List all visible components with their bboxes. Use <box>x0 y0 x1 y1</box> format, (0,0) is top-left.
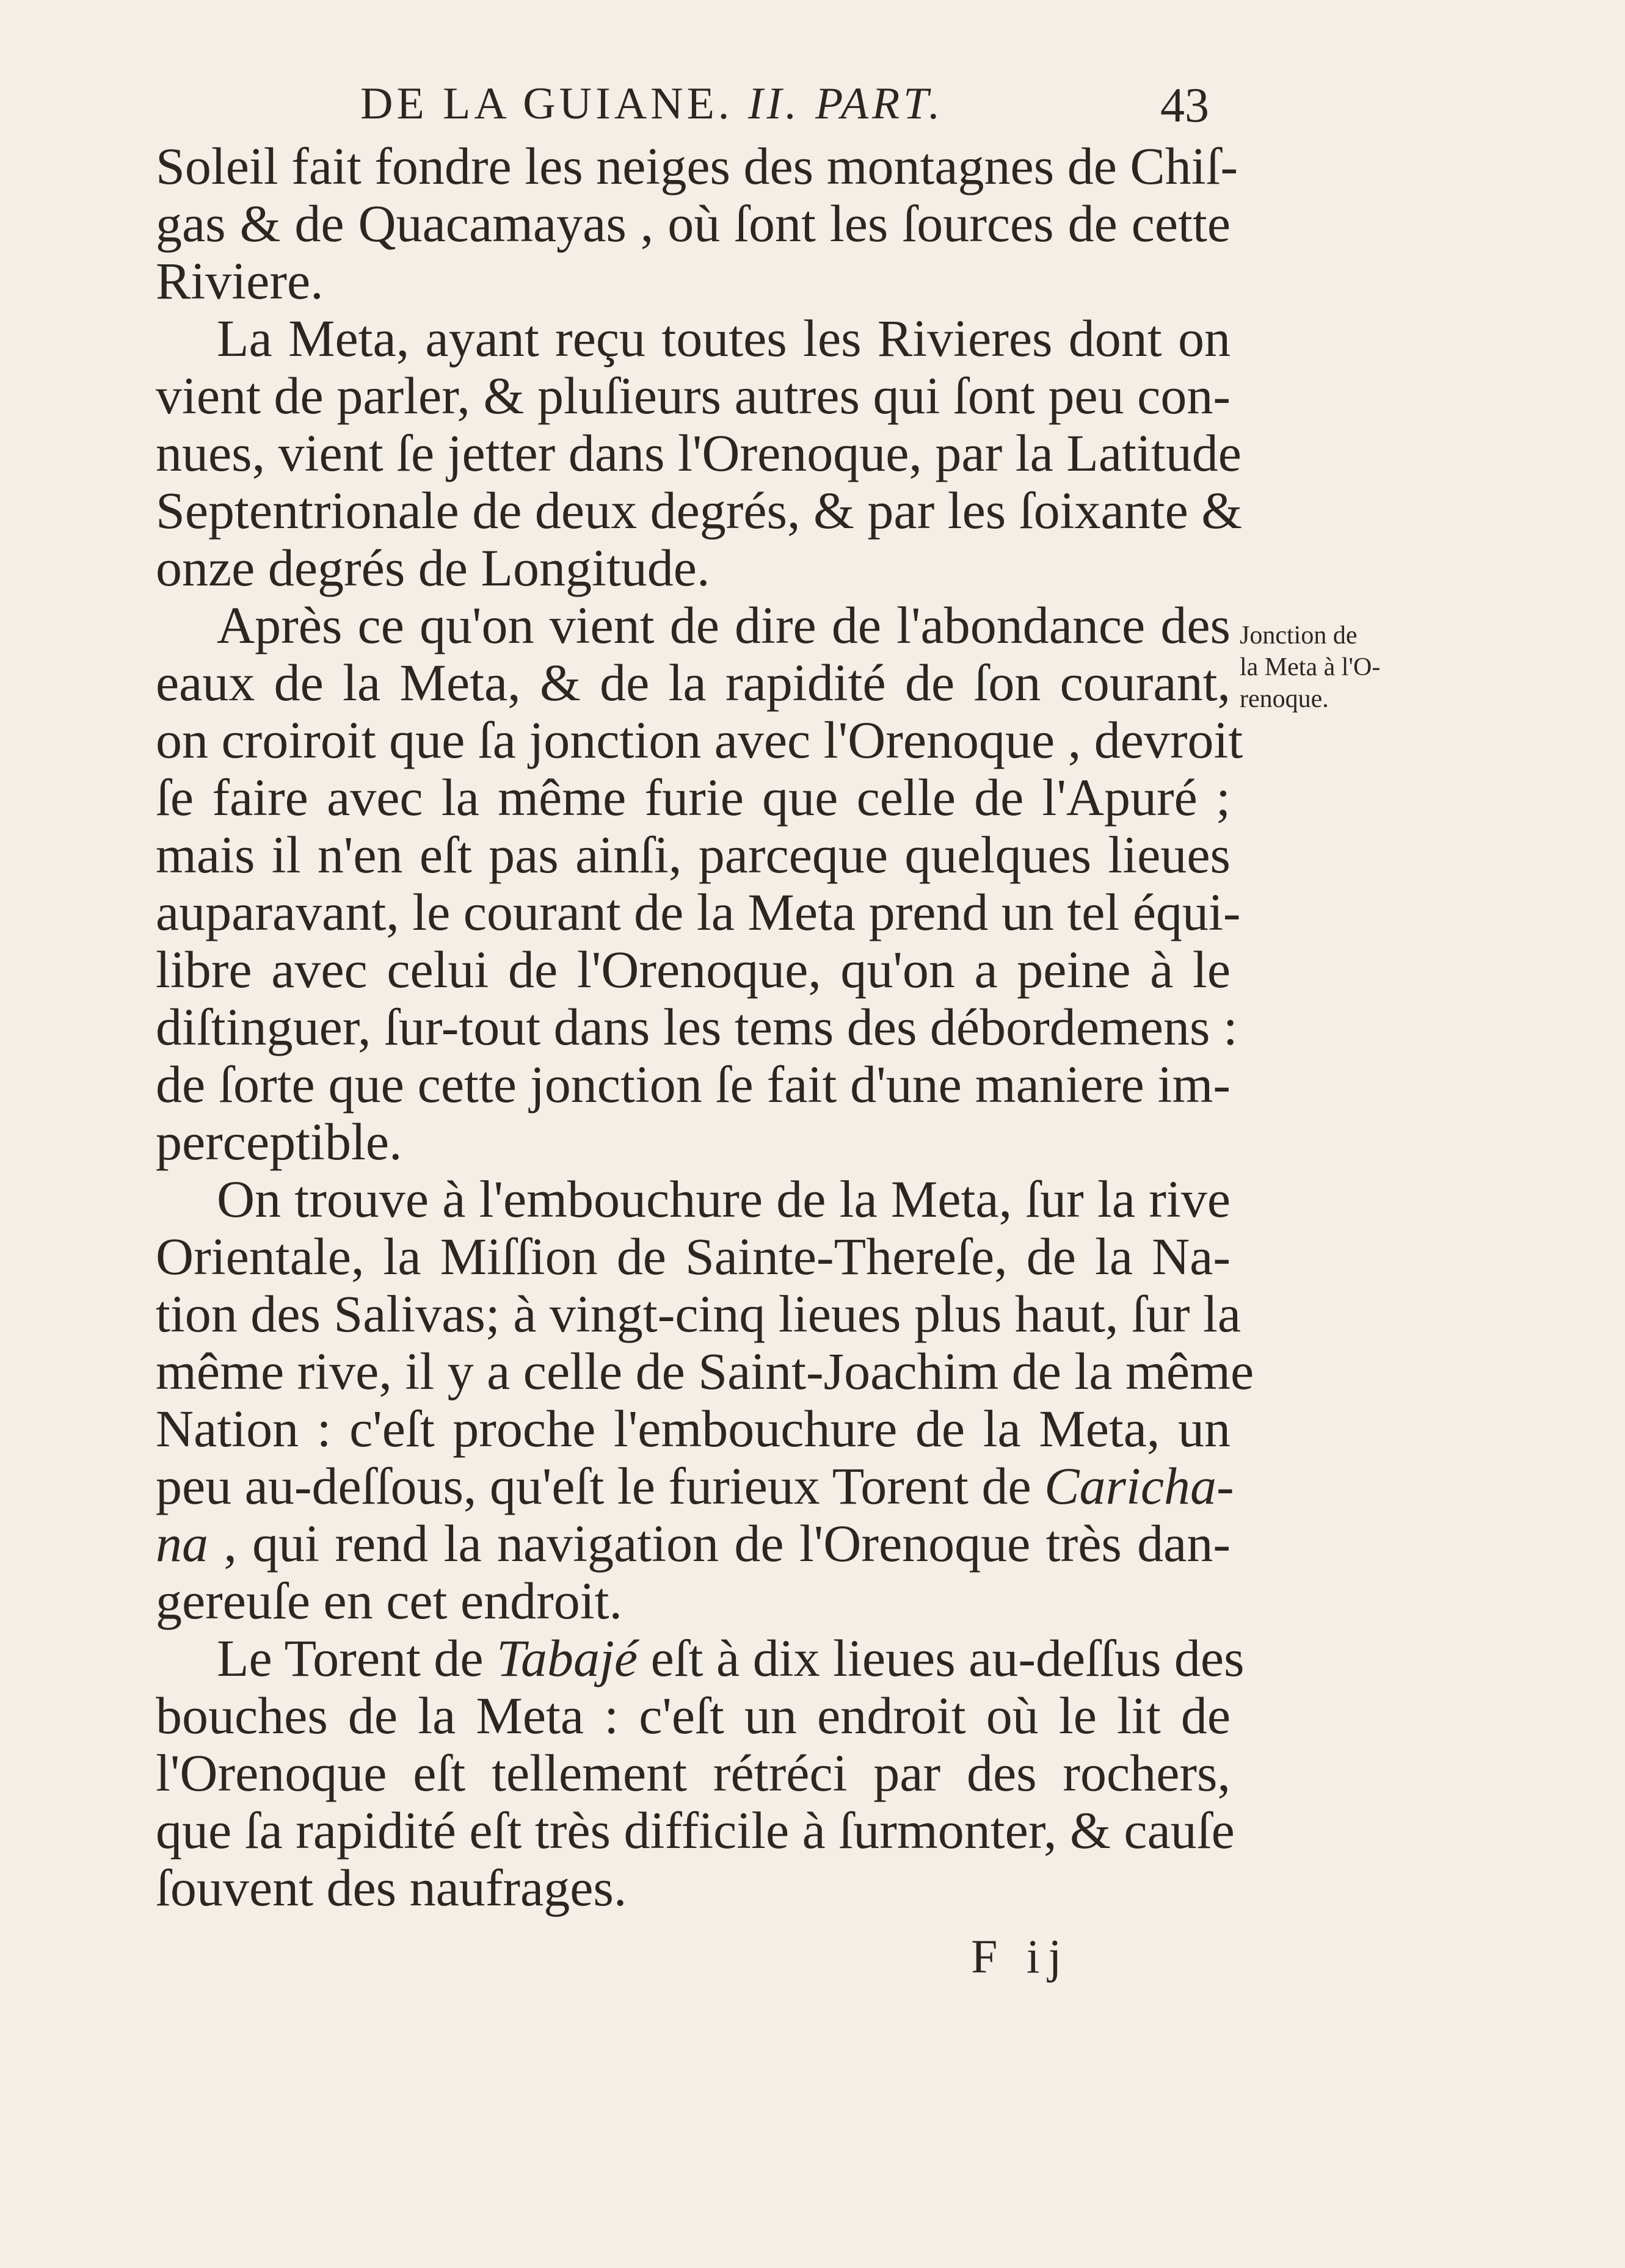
text-segment: eſt à dix lieues au-deſſus des <box>638 1629 1245 1687</box>
text-line: gereuſe en cet endroit. <box>156 1571 623 1630</box>
text-line: ſouvent des naufrages. <box>156 1858 627 1917</box>
text-line: libre avec celui de l'Orenoque, qu'on a peine à le <box>156 940 1231 999</box>
text-line: que ſa rapidité eſt très difficile à ſurmonter, & cauſe <box>156 1801 1235 1860</box>
text-line: mais il n'en eſt pas ainſi, parceque quelques lieues <box>156 825 1231 884</box>
text-line: eaux de la Meta, & de la rapidité de ſon courant, <box>156 653 1231 712</box>
text-line: Orientale, la Miſſion de Sainte-Thereſe, de la Na- <box>156 1227 1231 1286</box>
signature-mark: F ij <box>971 1930 1071 1983</box>
text-line: ſe faire avec la même furie que celle de l'Apuré ; <box>156 768 1231 827</box>
text-segment: , qui rend la navigation de l'Orenoque très dan- <box>208 1514 1231 1573</box>
text-line: de ſorte que cette jonction ſe fait d'une maniere im- <box>156 1055 1231 1114</box>
text-line: Riviere. <box>156 252 324 310</box>
text-line: vient de parler, & pluſieurs autres qui ſont peu con- <box>156 366 1231 425</box>
margin-note-line: Jonction de <box>1240 621 1358 650</box>
margin-note-line: renoque. <box>1240 685 1329 713</box>
text-segment: peu au-deſſous, qu'eſt le furieux Torent de <box>156 1457 1045 1515</box>
body-text <box>156 137 1254 1917</box>
running-head <box>360 78 943 130</box>
text-line: Nation : c'eſt proche l'embouchure de la Meta, un <box>156 1399 1231 1458</box>
text-line: tion des Salivas; à vingt-cinq lieues plus haut, ſur la <box>156 1284 1241 1343</box>
text-line: La Meta, ayant reçu toutes les Rivieres dont on <box>217 309 1231 368</box>
text-line: même rive, il y a celle de Saint-Joachim de la même <box>156 1342 1254 1400</box>
text-line: bouches de la Meta : c'eſt un endroit où le lit de <box>156 1686 1231 1745</box>
place-name-caricha: Caricha- <box>1044 1457 1234 1515</box>
margin-note-line: la Meta à l'O- <box>1240 653 1381 681</box>
text-line: perceptible. <box>156 1112 402 1171</box>
part-label: II. PART. <box>747 79 944 129</box>
text-line: diſtinguer, ſur-tout dans les tems des débordemens : <box>156 998 1238 1056</box>
text-line <box>156 1457 1234 1515</box>
text-line: On trouve à l'embouchure de la Meta, ſur la rive <box>217 1170 1231 1228</box>
text-line: Soleil fait fondre les neiges des montagnes de Chiſ- <box>156 137 1238 195</box>
text-line <box>156 1515 1231 1572</box>
text-line <box>156 1629 1245 1687</box>
text-line: onze degrés de Longitude. <box>156 538 710 597</box>
margin-note <box>1240 620 1423 715</box>
text-line: auparavant, le courant de la Meta prend un tel équi- <box>156 883 1241 941</box>
text-line: Après ce qu'on vient de dire de l'abondance des <box>217 596 1231 654</box>
place-name-tabaje: Tabajé <box>496 1629 638 1687</box>
text-segment: Le Torent de <box>217 1629 497 1687</box>
running-title: DE LA GUIANE. <box>360 79 733 129</box>
text-line: on croiroit que ſa jonction avec l'Orenoque , devroit <box>156 711 1243 769</box>
page-number: 43 <box>1160 79 1209 132</box>
text-line: gas & de Quacamayas , où ſont les ſources de cette <box>156 194 1231 253</box>
text-line: nues, vient ſe jetter dans l'Orenoque, par la Latitude <box>156 424 1241 482</box>
text-line: l'Orenoque eſt tellement rétréci par des rochers, <box>156 1744 1231 1802</box>
place-name-na: na <box>156 1514 208 1573</box>
text-line: Septentrionale de deux degrés, & par les ſoixante & <box>156 481 1243 540</box>
